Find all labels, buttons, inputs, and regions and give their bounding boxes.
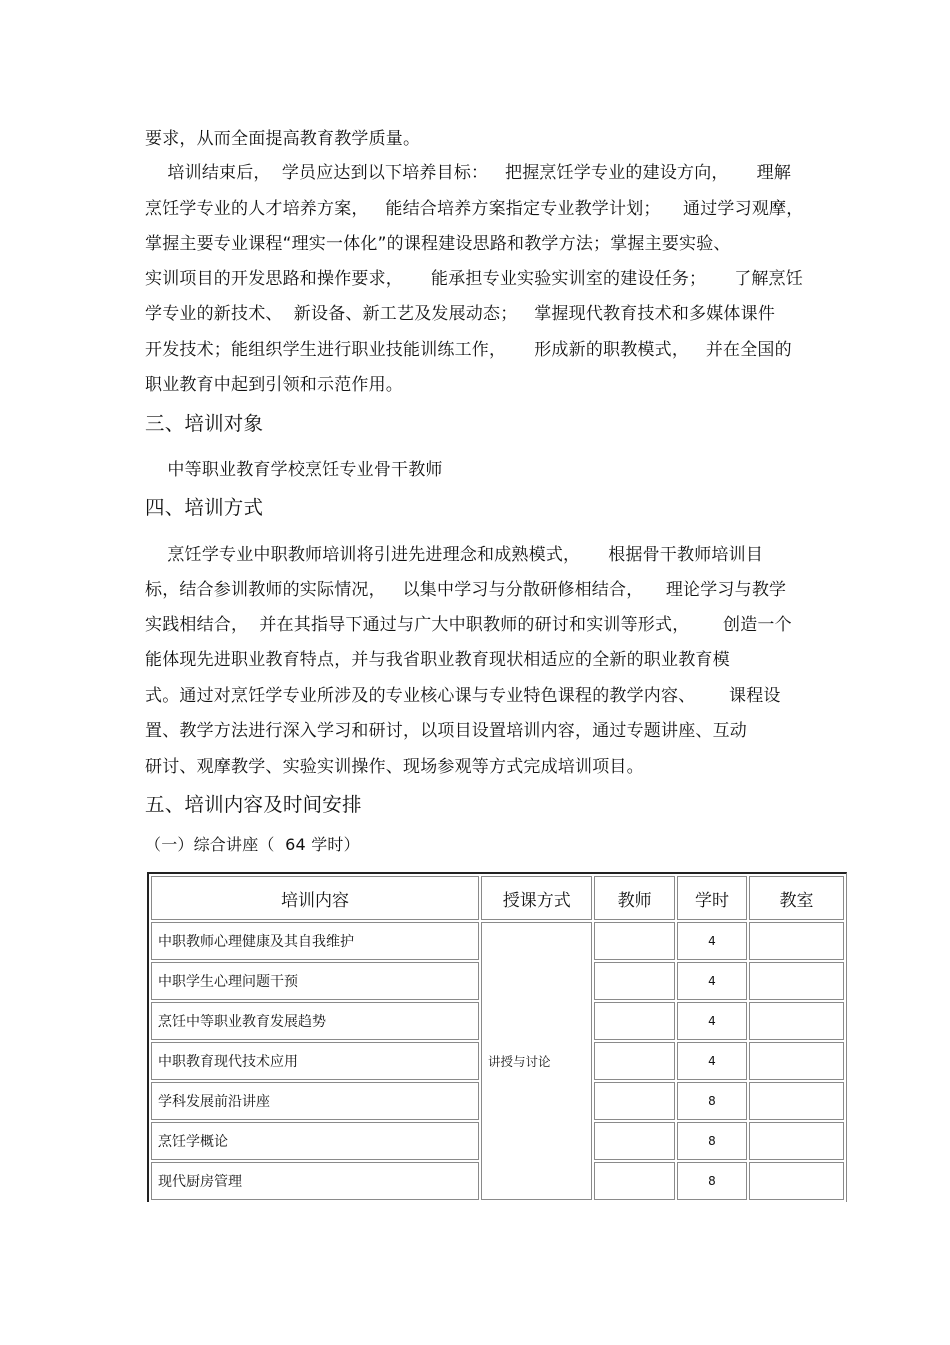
cell-room: [749, 1162, 844, 1200]
paragraph-line: 烹饪学专业中职教师培训将引进先进理念和成熟模式， 根据骨干教师培训目: [145, 545, 764, 565]
cell-teacher: [594, 1122, 674, 1160]
header-room: 教室: [749, 876, 844, 920]
cell-hours: 4: [677, 1002, 747, 1040]
cell-room: [749, 962, 844, 1000]
paragraph-line: 开发技术；能组织学生进行职业技能训练工作， 形成新的职教模式， 并在全国的: [145, 340, 792, 360]
cell-hours: 8: [677, 1122, 747, 1160]
cell-teacher: [594, 922, 674, 960]
cell-teacher: [594, 1042, 674, 1080]
paragraph-line: 实训项目的开发思路和操作要求， 能承担专业实验实训室的建设任务； 了解烹饪: [145, 269, 804, 289]
section-heading-training-method: 四、培训方式: [145, 496, 264, 519]
header-method: 授课方式: [481, 876, 592, 920]
cell-room: [749, 922, 844, 960]
header-content: 培训内容: [151, 876, 479, 920]
cell-hours: 8: [677, 1162, 747, 1200]
paragraph-line: 培训结束后， 学员应达到以下培养目标： 把握烹饪学专业的建设方向， 理解: [145, 163, 792, 183]
section-heading-training-targets: 三、培训对象: [145, 412, 264, 435]
paragraph-line: 式。通过对烹饪学专业所涉及的专业核心课与专业特色课程的教学内容、 课程设: [145, 686, 781, 706]
cell-teacher: [594, 1082, 674, 1120]
paragraph-line: 能体现先进职业教育特点，并与我省职业教育现状相适应的全新的职业教育模: [145, 650, 730, 670]
section-text-training-targets: 中等职业教育学校烹饪专业骨干教师: [145, 460, 443, 480]
cell-hours: 4: [677, 922, 747, 960]
table-row: [151, 922, 844, 960]
paragraph-line: 研讨、观摩教学、实验实训操作、现场参观等方式完成培训项目。: [145, 757, 644, 777]
cell-content: 中职教育现代技术应用: [151, 1042, 479, 1080]
paragraph-line: 职业教育中起到引领和示范作用。: [145, 375, 403, 395]
cell-room: [749, 1042, 844, 1080]
cell-teacher: [594, 962, 674, 1000]
cell-hours: 8: [677, 1082, 747, 1120]
paragraph-line: 置、教学方法进行深入学习和研讨，以项目设置培训内容，通过专题讲座、互动: [145, 721, 747, 741]
header-teacher: 教师: [594, 876, 674, 920]
cell-room: [749, 1002, 844, 1040]
cell-room: [749, 1082, 844, 1120]
paragraph-line: 实践相结合， 并在其指导下通过与广大中职教师的研讨和实训等形式， 创造一个: [145, 615, 792, 635]
cell-hours: 4: [677, 962, 747, 1000]
header-hours: 学时: [677, 876, 747, 920]
cell-content: 中职教师心理健康及其自我维护: [151, 922, 479, 960]
paragraph-line: 烹饪学专业的人才培养方案， 能结合培养方案指定专业教学计划； 通过学习观摩，: [145, 199, 804, 219]
cell-room: [749, 1122, 844, 1160]
table-header-row: [151, 876, 844, 920]
cell-content: 中职学生心理问题干预: [151, 962, 479, 1000]
cell-content: 现代厨房管理: [151, 1162, 479, 1200]
paragraph-line: 标，结合参训教师的实际情况， 以集中学习与分散研修相结合， 理论学习与教学: [145, 580, 787, 600]
section-heading-content-schedule: 五、培训内容及时间安排: [145, 793, 362, 816]
sub-heading-lectures: （一）综合讲座（ 64 学时）: [145, 835, 360, 854]
cell-teacher: [594, 1002, 674, 1040]
schedule-table: [147, 872, 847, 1202]
paragraph-line: 掌握主要专业课程“理实一体化”的课程建设思路和教学方法；掌握主要实验、: [145, 234, 731, 254]
cell-content: 烹饪中等职业教育发展趋势: [151, 1002, 479, 1040]
paragraph-line: 学专业的新技术、 新设备、新工艺及发展动态； 掌握现代教育技术和多媒体课件: [145, 304, 776, 324]
cell-hours: 4: [677, 1042, 747, 1080]
cell-teacher: [594, 1162, 674, 1200]
cell-content: 烹饪学概论: [151, 1122, 479, 1160]
cell-method: 讲授与讨论: [481, 922, 592, 1200]
paragraph-line: 要求，从而全面提高教育教学质量。: [145, 129, 421, 149]
cell-content: 学科发展前沿讲座: [151, 1082, 479, 1120]
